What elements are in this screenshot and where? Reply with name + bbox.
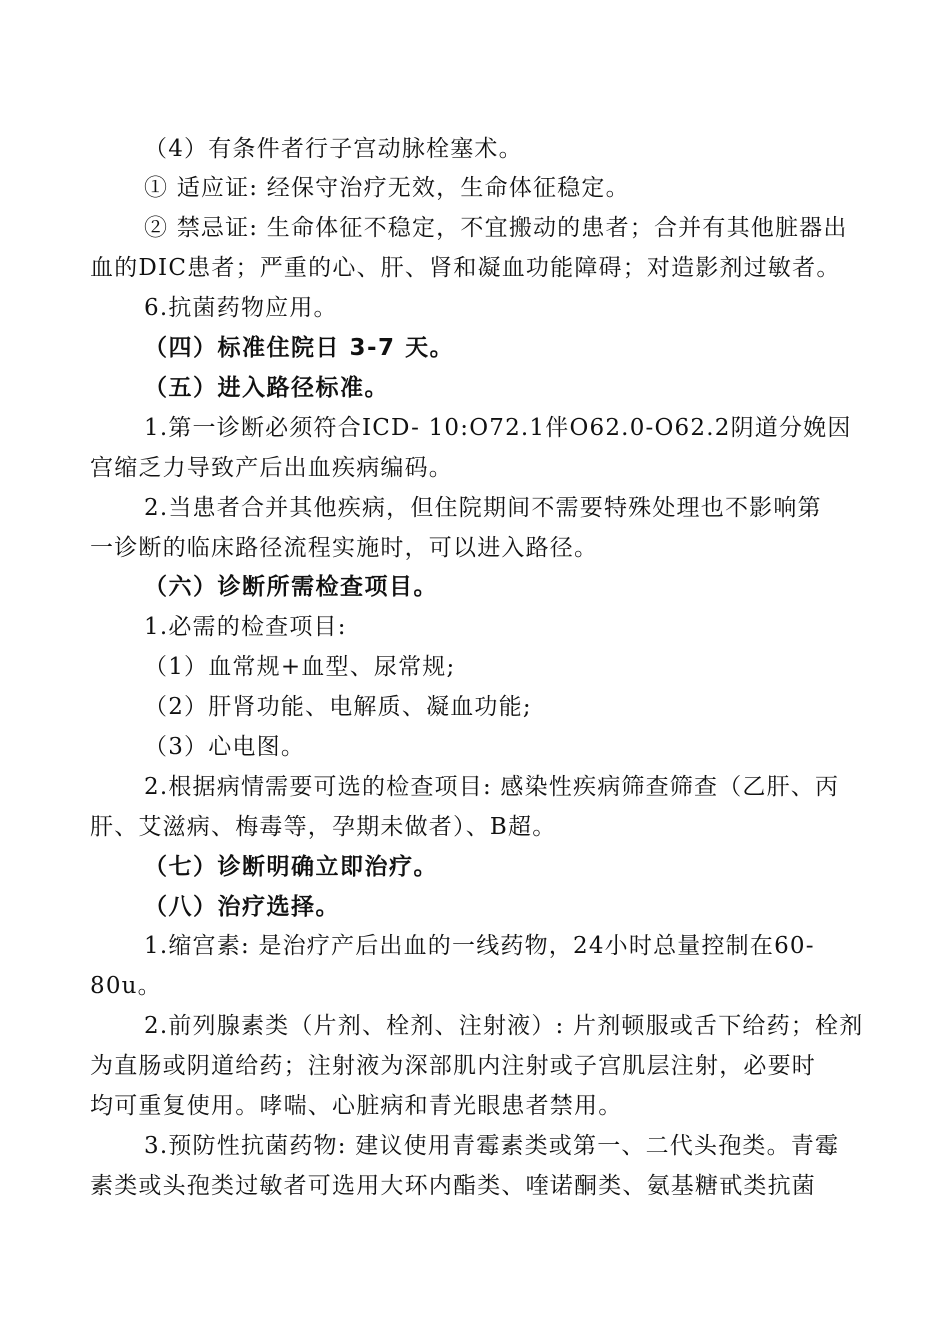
text-line: 80u。 — [90, 973, 162, 999]
text-line: 宫缩乏力导致产后出血疾病编码。 — [90, 455, 453, 481]
text-line: 一诊断的临床路径流程实施时，可以进入路径。 — [90, 535, 599, 561]
text-line: ② 禁忌证: 生命体征不稳定，不宜搬动的患者；合并有其他脏器出 — [144, 215, 848, 241]
text-line: 1.必需的检查项目: — [144, 614, 347, 640]
text-line: 1.缩宫素: 是治疗产后出血的一线药物，24小时总量控制在60- — [144, 933, 815, 959]
text-line: 素类或头孢类过敏者可选用大环内酯类、喹诺酮类、氨基糖甙类抗菌 — [90, 1173, 816, 1199]
text-line: 2.根据病情需要可选的检查项目: 感染性疾病筛查筛查（乙肝、丙 — [144, 774, 840, 800]
text-line: 2.当患者合并其他疾病，但住院期间不需要特殊处理也不影响第 — [144, 495, 822, 521]
text-line: ① 适应证: 经保守治疗无效，生命体征稳定。 — [144, 175, 630, 201]
section-heading: （八）治疗选择。 — [144, 894, 340, 920]
text-line: 血的DIC患者；严重的心、肝、肾和凝血功能障碍；对造影剂过敏者。 — [90, 255, 841, 281]
text-line: 肝、艾滋病、梅毒等，孕期未做者）、B超。 — [90, 814, 557, 840]
text-line: 为直肠或阴道给药；注射液为深部肌内注射或子宫肌层注射，必要时 — [90, 1053, 816, 1079]
section-heading: （四）标准住院日 3-7 天。 — [144, 335, 455, 361]
text-line: （4）有条件者行子宫动脉栓塞术。 — [144, 136, 523, 162]
text-line: （1）血常规+血型、尿常规; — [144, 654, 456, 680]
text-line: 3.预防性抗菌药物: 建议使用青霉素类或第一、二代头孢类。青霉 — [144, 1133, 840, 1159]
section-heading: （七）诊断明确立即治疗。 — [144, 854, 438, 880]
text-line: 6.抗菌药物应用。 — [144, 295, 338, 321]
text-line: （2）肝肾功能、电解质、凝血功能; — [144, 694, 532, 720]
text-line: 1.第一诊断必须符合ICD- 10:O72.1伴O62.0-O62.2阴道分娩因 — [144, 415, 852, 441]
text-line: 均可重复使用。哮喘、心脏病和青光眼患者禁用。 — [90, 1093, 623, 1119]
section-heading: （六）诊断所需检查项目。 — [144, 574, 438, 600]
text-line: 2.前列腺素类（片剂、栓剂、注射液）: 片剂顿服或舌下给药；栓剂 — [144, 1013, 864, 1039]
text-line: （3）心电图。 — [144, 734, 306, 760]
section-heading: （五）进入路径标准。 — [144, 375, 389, 401]
